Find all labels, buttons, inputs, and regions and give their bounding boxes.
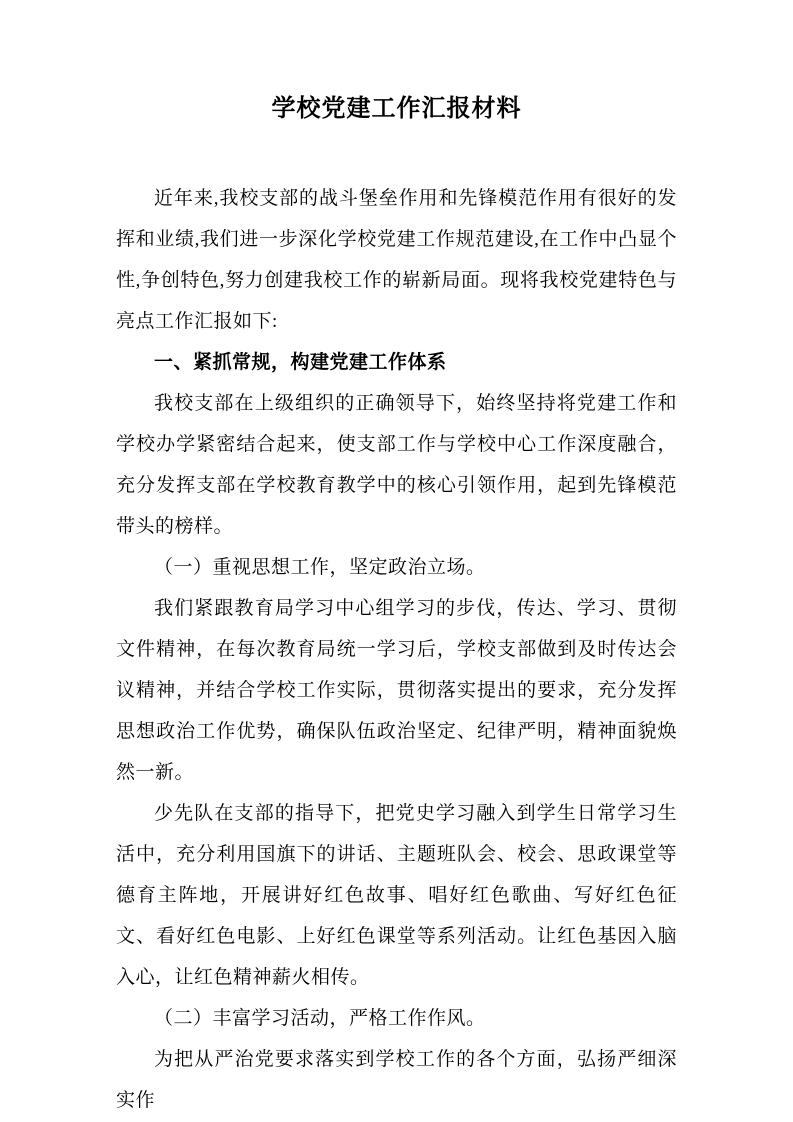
paragraph-section1-body: 我校支部在上级组织的正确领导下，始终坚持将党建工作和学校办学紧密结合起来，使支部工作与学校中心工作深度融合，充分发挥支部在学校教育教学中的核心引领作用，起到先锋模范带头的榜样。	[116, 393, 677, 537]
paragraph-subsection-1-1-body-a: 我们紧跟教育局学习中心组学习的步伐，传达、学习、贯彻文件精神，在每次教育局统一学习后，学校支部做到及时传达会议精神，并结合学校工作实际，贯彻落实提出的要求，充分发挥思想政治工作优势，确保队伍政治坚定、纪律严明，精神面貌焕然一新。	[116, 598, 677, 783]
section-heading-1: 一、紧抓常规，构建党建工作体系	[154, 352, 447, 373]
paragraph-subsection-1-2-body: 为把从严治党要求落实到学校工作的各个方面，弘扬严细深实作	[116, 1049, 677, 1111]
subsection-heading-1-1: （一）重视思想工作，坚定政治立场。	[154, 557, 486, 578]
subsection-heading-1-2: （二）丰富学习活动，严格工作作风。	[154, 1008, 486, 1029]
paragraph-intro: 近年来,我校支部的战斗堡垒作用和先锋模范作用有很好的发挥和业绩,我们进一步深化学校党建工作规范建设,在工作中凸显个性,争创特色,努力创建我校工作的崭新局面。现将我校党建特色与亮点工作汇报如下:	[116, 188, 677, 332]
paragraph-subsection-1-1-body-b: 少先队在支部的指导下，把党史学习融入到学生日常学习生活中，充分利用国旗下的讲话、主题班队会、校会、思政课堂等德育主阵地，开展讲好红色故事、唱好红色歌曲、写好红色征文、看好红色电影、上好红色课堂等系列活动。让红色基因入脑入心，让红色精神薪火相传。	[116, 803, 677, 988]
document-title: 学校党建工作汇报材料	[271, 95, 522, 122]
